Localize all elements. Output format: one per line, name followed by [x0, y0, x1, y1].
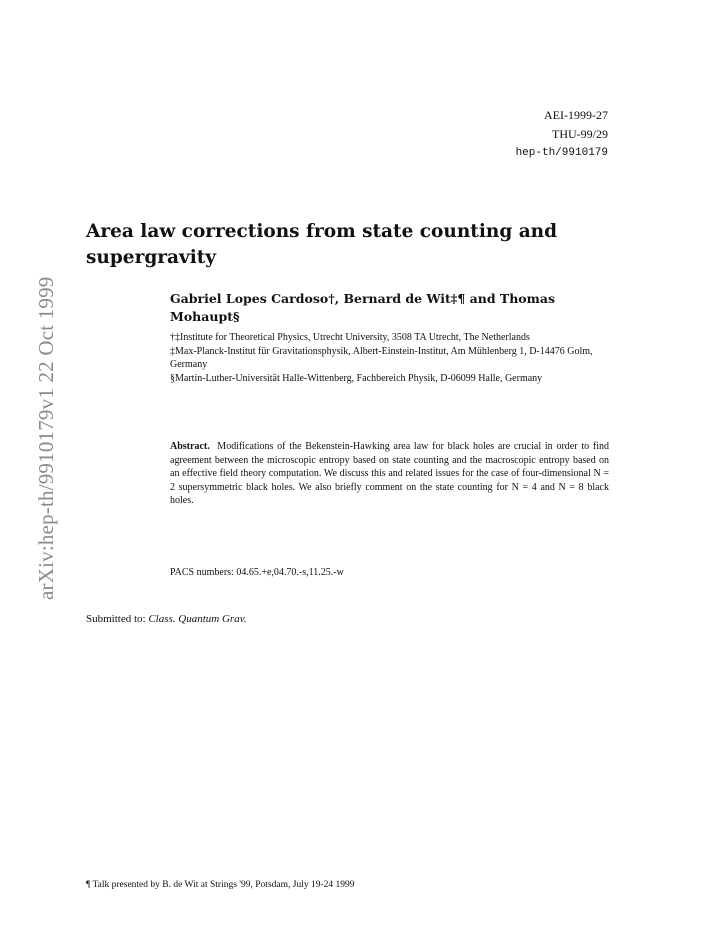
report-number-arxiv: hep-th/9910179 — [515, 147, 608, 159]
arxiv-stamp: arXiv:hep-th/9910179v1 22 Oct 1999 — [34, 276, 58, 600]
report-numbers — [516, 106, 608, 163]
abstract — [170, 440, 609, 508]
author-list: Gabriel Lopes Cardoso†, Bernard de Wit‡¶ and Thomas Mohaupt§ — [170, 291, 556, 324]
footnote: ¶ Talk presented by B. de Wit at Strings '99, Potsdam, July 19-24 1999 — [86, 880, 355, 890]
report-number-aei: AEI-1999-27 — [544, 108, 608, 122]
affiliation-utrecht: †‡Institute for Theoretical Physics, Utrecht University, 3508 TA Utrecht, The Netherlands — [170, 332, 530, 343]
paper-title: Area law corrections from state counting and supergravity — [86, 221, 558, 268]
abstract-text: Modifications of the Bekenstein-Hawking area law for black holes are crucial in order to find agreement between the microscopic entropy based on state counting and the macroscopic entropy based on an effective field theory computation. We discuss this and related issues for the case of four-dimensional N = 2 supersymmetric black holes. We also briefly comment on the state counting for N = 4 and N = 8 black holes. — [170, 441, 610, 506]
submitted-label: Submitted to: — [86, 613, 146, 625]
journal-name: Class. Quantum Grav. — [148, 613, 247, 625]
affiliation-aei: ‡Max-Planck-Institut für Gravitationsphysik, Albert-Einstein-Institut, Am Mühlenberg 1, D-14476 Golm, Germany — [170, 345, 593, 370]
report-number-thu: THU-99/29 — [552, 127, 608, 141]
affiliation-halle: §Martin-Luther-Universität Halle-Wittenberg, Fachbereich Physik, D-06099 Halle, Germany — [170, 372, 543, 384]
affiliations — [170, 331, 610, 385]
pacs-numbers: PACS numbers: 04.65.+e,04.70.-s,11.25.-w — [170, 567, 344, 578]
submitted-to — [86, 613, 247, 625]
abstract-label: Abstract. — [170, 441, 210, 452]
